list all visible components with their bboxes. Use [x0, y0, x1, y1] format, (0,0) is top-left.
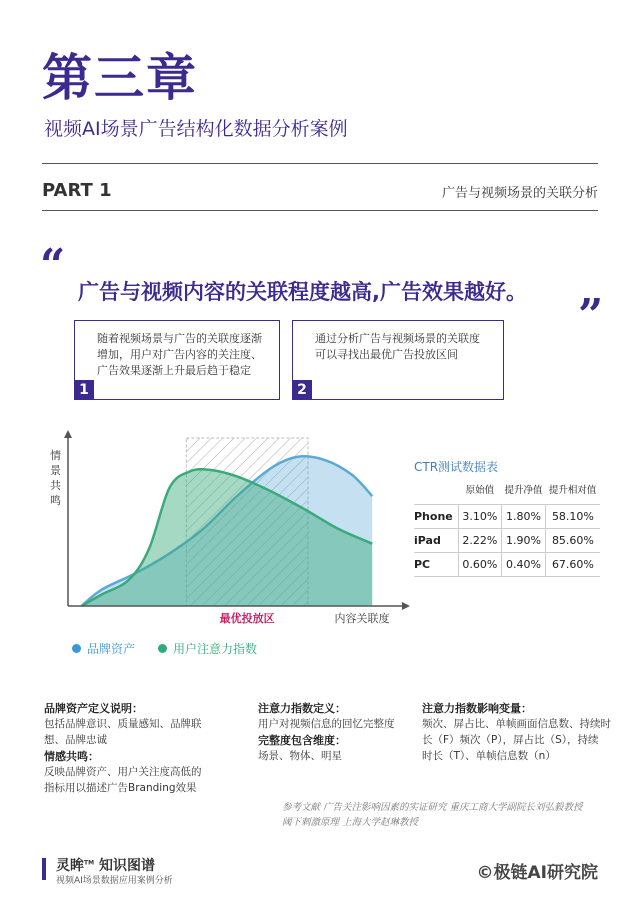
footer-brand-suffix: 知识图谱 [98, 858, 155, 874]
part-topic: 广告与视频场景的关联分析 [441, 186, 598, 201]
footer-brand-name: 灵眸 [56, 858, 84, 874]
reference [282, 800, 608, 830]
note-text: 长（F）频次（P），屏占比（S），持续 [422, 734, 599, 746]
legend-label: 用户注意力指数 [173, 642, 258, 656]
table-cell: 1.80% [502, 505, 546, 529]
note-text: 想、品牌忠诚 [44, 734, 107, 746]
ctr-table [414, 482, 600, 577]
notes-col-3 [422, 700, 612, 764]
legend-item-attention [158, 640, 257, 657]
footer-accent-bar [42, 858, 46, 880]
legend-item-brand [72, 640, 135, 657]
table-row [414, 529, 600, 553]
legend-label: 品牌资产 [87, 642, 136, 656]
divider-bottom [42, 210, 598, 211]
note-heading: 情感共鸣： [44, 750, 99, 763]
table-cell: Phone [414, 510, 453, 523]
quote-open-icon: “ [40, 240, 66, 291]
reference-line: 参考文献 广告关注影响因素的实证研究 重庆工商大学副院长刘弘毅教授 [282, 802, 583, 813]
note-text: 用户对视频信息的回忆完整度 [258, 718, 395, 730]
footer-brand [56, 855, 155, 875]
point-1-line: 增加，用户对广告内容的关注度、 [97, 348, 262, 361]
note-text: 场景、物体、明星 [258, 750, 342, 762]
table-header-cell: 提升相对值 [548, 485, 597, 496]
part-label: PART 1 [42, 180, 112, 201]
table-header-cell: 原始值 [465, 485, 495, 496]
y-axis-label: 情景共鸣 [50, 449, 61, 507]
table-cell: 3.10% [458, 505, 502, 529]
table-cell: 0.40% [502, 553, 546, 577]
x-axis-label: 内容关联度 [334, 612, 390, 625]
point-1-line: 随着视频场景与广告的关联度逐渐 [97, 332, 262, 345]
y-axis-arrow-icon [64, 430, 72, 438]
quote-close-icon: ” [578, 290, 604, 341]
notes-col-1 [44, 700, 234, 796]
note-text: 频次、屏占比、单帧画面信息数、持续时 [422, 718, 611, 730]
note-text: 时长（T）、单帧信息数（n） [422, 750, 556, 762]
point-1-text [97, 331, 262, 379]
table-header-cell [414, 482, 458, 505]
point-2-text [315, 331, 480, 363]
chapter-subtitle: 视频AI场景广告结构化数据分析案例 [44, 118, 348, 140]
divider-top [42, 163, 598, 164]
table-cell: 85.60% [545, 529, 600, 553]
relevance-chart [40, 428, 412, 628]
table-cell: PC [414, 558, 431, 571]
table-header-row [414, 482, 600, 505]
point-2-number: 2 [292, 380, 312, 400]
table-row [414, 553, 600, 577]
headline: 广告与视频内容的关联程度越高,广告效果越好。 [78, 280, 527, 304]
trademark: TM [84, 859, 95, 867]
table-cell: iPad [414, 534, 441, 547]
point-box-2 [292, 320, 504, 400]
table-header-cell: 提升净值 [504, 485, 543, 496]
table-cell: 1.90% [502, 529, 546, 553]
note-heading: 注意力指数定义： [258, 702, 346, 715]
point-1-line: 广告效果逐渐上升最后趋于稳定 [97, 364, 251, 377]
note-heading: 注意力指数影响变量： [422, 702, 532, 715]
table-cell: 67.60% [545, 553, 600, 577]
table-cell: 2.22% [458, 529, 502, 553]
reference-line: 阈下刺激原理 上海大学赵琳教授 [282, 817, 419, 828]
footer-subtitle: 视频AI场景数据应用案例分析 [56, 876, 173, 886]
table-cell: 58.10% [545, 505, 600, 529]
chapter-title: 第三章 [42, 49, 198, 107]
footer-copyright: ©极链AI研究院 [476, 863, 598, 883]
point-1-number: 1 [74, 380, 94, 400]
x-axis-arrow-icon [402, 602, 410, 610]
table-cell: 0.60% [458, 553, 502, 577]
note-text: 反映品牌资产、用户关注度高低的 [44, 766, 202, 778]
optimal-zone-label: 最优投放区 [219, 612, 275, 625]
point-box-1 [74, 320, 280, 400]
notes-col-2 [258, 700, 418, 764]
note-text: 指标用以描述广告Branding效果 [44, 782, 197, 794]
note-heading: 品牌资产定义说明： [44, 702, 143, 715]
legend-dot-icon [72, 644, 81, 653]
point-2-line: 可以寻找出最优广告投放区间 [315, 348, 458, 361]
note-text: 包括品牌意识、质量感知、品牌联 [44, 718, 202, 730]
point-2-line: 通过分析广告与视频场景的关联度 [315, 332, 480, 345]
legend-dot-icon [158, 644, 167, 653]
table-row [414, 505, 600, 529]
table-title: CTR测试数据表 [414, 460, 499, 474]
note-heading: 完整度包含维度： [258, 734, 346, 747]
